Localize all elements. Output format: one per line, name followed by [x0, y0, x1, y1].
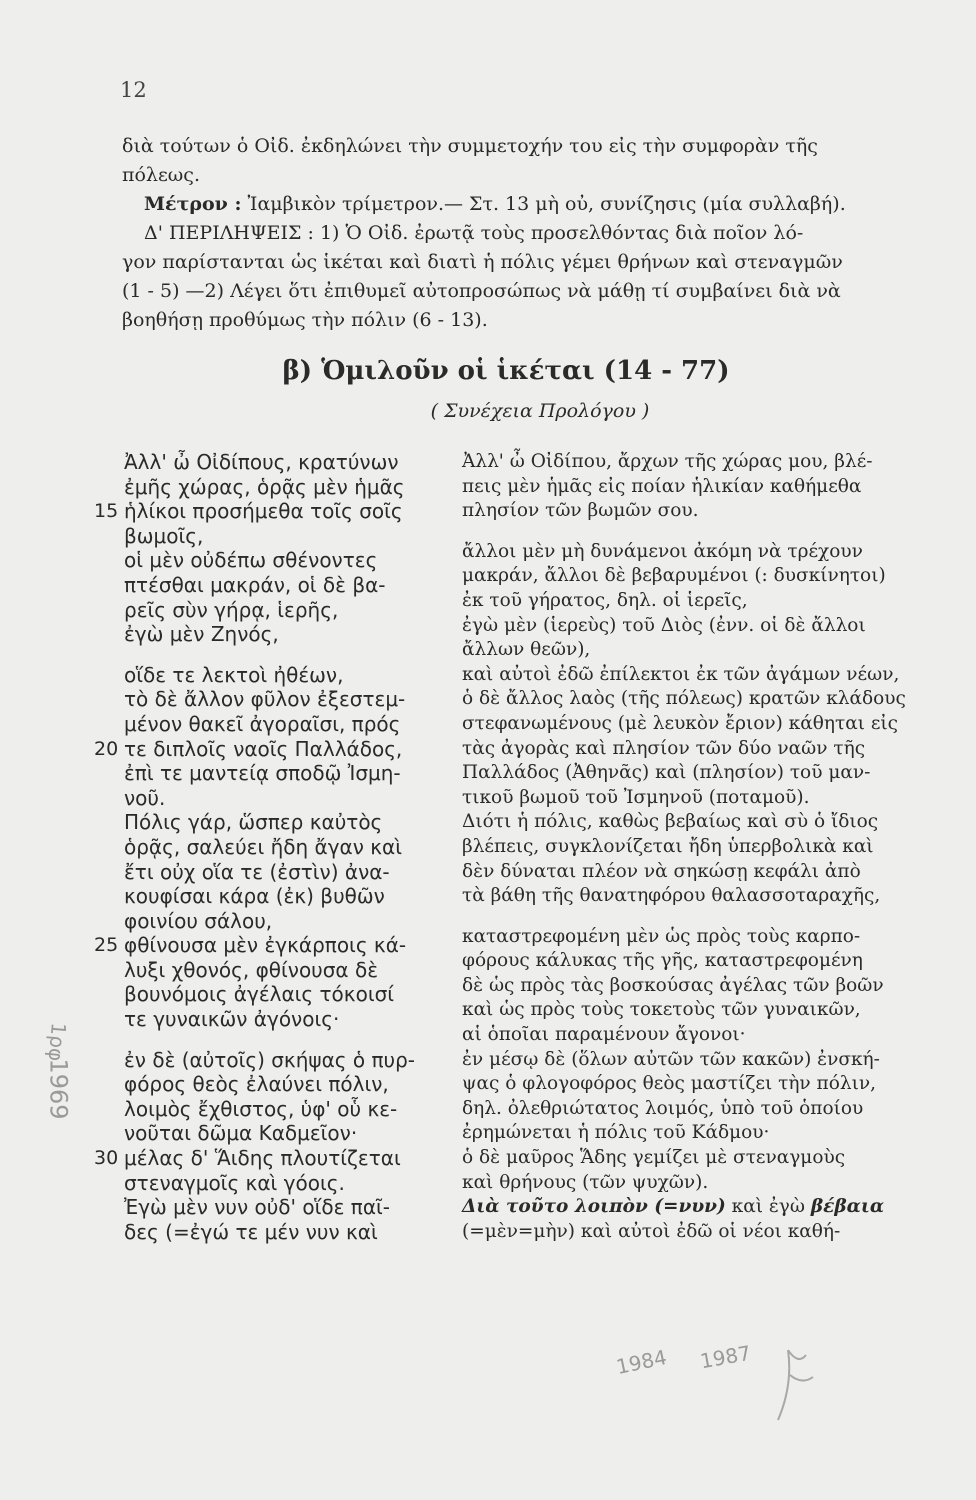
- verse-line: δες (=ἐγώ τε μέν νυν καὶ: [124, 1219, 378, 1244]
- modern-translation-column: [462, 450, 906, 1244]
- line-number: 25: [94, 934, 119, 957]
- pencil-note: 1984: [614, 1344, 669, 1380]
- verse-line: οἱ μὲν οὐδέπω σθένοντες: [124, 548, 378, 573]
- greek-original-column: [94, 450, 454, 1244]
- translation-line: ψας ὁ φλογοφόρος θεὸς μαστίζει τὴν πόλιν,: [462, 1073, 876, 1095]
- verse-text: ἡλίκοι προσήμεθα τοῖς σοῖς: [124, 499, 403, 524]
- section-heading: β) Ὁμιλοῦν οἱ ἱκέται (14 - 77): [282, 356, 730, 386]
- translation-line: φόρους κάλυκας τῆς γῆς, καταστρεφομένη: [462, 950, 863, 972]
- intro-line: βοηθήσῃ προθύμως τὴν πόλιν (6 - 13).: [122, 309, 488, 331]
- verse-line: πτέσθαι μακράν, οἱ δὲ βα-: [124, 572, 386, 597]
- verse-line: Ἀλλ' ὦ Οἰδίπους, κρατύνων: [124, 450, 399, 474]
- verse-line: [94, 1146, 454, 1171]
- translation-line: ἐν μέσῳ δὲ (ὅλων αὐτῶν τῶν κακῶν) ἐνσκή-: [462, 1048, 880, 1070]
- verse-line: νοῦται δῶμα Καδμεῖον·: [124, 1121, 358, 1146]
- translation-line: Παλλάδος (Ἀθηνᾶς) καὶ (πλησίον) τοῦ μαν-: [462, 762, 871, 784]
- verse-line: Ἐγὼ μὲν νυν οὐδ' οἵδε παῖ-: [124, 1195, 391, 1220]
- pencil-sketch: [768, 1335, 828, 1425]
- meter-text: Ἰαμβικὸν τρίμετρον.— Στ. 13 μὴ οὐ, συνίζησις (μία συλλαβή).: [241, 193, 846, 215]
- translation-line: ἄλλων θεῶν),: [462, 639, 591, 661]
- page-number: 12: [120, 78, 147, 102]
- translation-line: καὶ θρήνους (τῶν ψυχῶν).: [462, 1171, 709, 1193]
- verse-line: στεναγμοῖς καὶ γόοις.: [124, 1170, 345, 1195]
- gloss-text: (=μὲν=μὴν): [462, 1220, 575, 1242]
- verse-line: βωμοῖς,: [124, 523, 204, 548]
- summary-label: Δ' ΠΕΡΙΛΗΨΕΙΣ :: [144, 222, 314, 244]
- section-subheading: ( Συνέχεια Προλόγου ): [430, 400, 650, 422]
- pencil-note: 1987: [698, 1340, 753, 1374]
- translation-line: δηλ. ὀλεθριώτατος λοιμός, ὑπὸ τοῦ ὁποίου: [462, 1097, 864, 1119]
- verse-line: μένον θακεῖ ἀγοραῖσι, πρός: [124, 711, 401, 736]
- verse-line: ρεῖς σὺν γήρᾳ, ἱερῆς,: [124, 597, 339, 622]
- translation-line: ἐκ τοῦ γήρατος, δηλ. οἱ ἱερεῖς,: [462, 589, 748, 611]
- verse-text: μέλας δ' Ἅιδης πλουτίζεται: [124, 1146, 401, 1171]
- verse-line: ἐμῆς χώρας, ὁρᾷς μὲν ἡμᾶς: [124, 474, 405, 499]
- translation-line: τικοῦ βωμοῦ τοῦ Ἰσμηνοῦ (ποταμοῦ).: [462, 786, 810, 808]
- translation-line: μακράν, ἄλλοι δὲ βεβαρυμένοι (: δυσκίνητοι): [462, 565, 886, 587]
- verse-line: [94, 499, 454, 524]
- intro-line: (1 - 5) —2) Λέγει ὅτι ἐπιθυμεῖ αὐτοπροσώπως νὰ μάθῃ τί συμβαίνει διὰ νὰ: [122, 280, 841, 302]
- intro-commentary: [122, 132, 894, 335]
- intro-line: γον παρίστανται ὡς ἱκέται καὶ διατὶ ἡ πόλις γέμει θρήνων καὶ στεναγμῶν: [122, 251, 843, 273]
- translation-line: καὶ ὡς πρὸς τοὺς τοκετοὺς τῶν γυναικῶν,: [462, 999, 861, 1021]
- summary-line: [122, 219, 894, 248]
- line-number: 15: [94, 500, 119, 523]
- verse-line: βουνόμοις ἀγέλαις τόκοισί: [124, 982, 395, 1007]
- translation-line: βλέπεις, συγκλονίζεται ἤδη ὑπερβολικὰ καὶ: [462, 835, 874, 857]
- summary-text: 1) Ὁ Οἰδ. ἐρωτᾷ τοὺς προσελθόντας διὰ ποῖον λό-: [313, 222, 804, 244]
- translation-line: Ἀλλ' ὦ Οἰδίπου, ἄρχων τῆς χώρας μου, βλέ-: [462, 451, 873, 472]
- translation-line: ἐρημώνεται ἡ πόλις τοῦ Κάδμου·: [462, 1122, 770, 1144]
- verse-line: ὁρᾷς, σαλεύει ἤδη ἄγαν καὶ: [124, 834, 402, 859]
- verse-line: φοινίου σάλου,: [124, 908, 273, 933]
- translation-line: στεφανωμένους (μὲ λευκὸν ἔριον) κάθηται εἰς: [462, 712, 899, 734]
- verse-text: φθίνουσα μὲν ἐγκάρποις κά-: [124, 933, 407, 958]
- translation-line: δὲν δύναται πλέον νὰ σηκώσῃ κεφάλι ἀπὸ: [462, 860, 861, 882]
- verse-line: ἐπὶ τε μαντείᾳ σποδῷ Ἰσμη-: [124, 761, 401, 786]
- translation-line: ὁ δὲ μαῦρος Ἅδης γεμίζει μὲ στεναγμοὺς: [462, 1147, 846, 1169]
- translation-line: ὁ δὲ ἄλλος λαὸς (τῆς πόλεως) κρατῶν κλάδους: [462, 688, 906, 710]
- translation-line: πλησίον τῶν βωμῶν σου.: [462, 500, 699, 522]
- verse-line: [94, 736, 454, 762]
- verse-line: ἐν δὲ (αὐτοῖς) σκήψας ὁ πυρ-: [124, 1047, 415, 1072]
- verse-line: κουφίσαι κάρα (ἐκ) βυθῶν: [124, 884, 385, 909]
- stanza-gap: [124, 647, 454, 663]
- verse-line: Πόλις γάρ, ὥσπερ καὐτὸς: [124, 810, 383, 835]
- meter-label: Μέτρον :: [144, 193, 242, 215]
- translation-line: [462, 1195, 902, 1220]
- pencil-note: 1969: [44, 1058, 73, 1120]
- translation-line: τὰς ἀγορὰς καὶ πλησίον τῶν δύο ναῶν τῆς: [462, 737, 866, 759]
- translation-line: τὰ βάθη τῆς θανατηφόρου θαλασσοταραχῆς,: [462, 885, 881, 907]
- translation-line: καταστρεφομένη μὲν ὡς πρὸς τοὺς καρπο-: [462, 925, 861, 947]
- pencil-note: 1ρφ: [43, 1021, 71, 1063]
- verse-line: λυξι χθονός, φθίνουσα δὲ: [124, 957, 379, 982]
- verse-line: νοῦ.: [124, 785, 166, 810]
- plain-text: καὶ αὐτοὶ ἐδῶ οἱ νέοι καθή-: [575, 1220, 841, 1242]
- verse-line: φόρος θεὸς ἐλαύνει πόλιν,: [124, 1072, 389, 1097]
- translation-line: ἄλλοι μὲν μὴ δυνάμενοι ἀκόμη νὰ τρέχουν: [462, 540, 863, 562]
- line-number: 30: [94, 1147, 119, 1170]
- verse-line: [94, 933, 454, 958]
- translation-line: αἱ ὁποῖαι παραμένουν ἄγονοι·: [462, 1024, 746, 1046]
- translation-line: πεις μὲν ἡμᾶς εἰς ποίαν ἡλικίαν καθήμεθα: [462, 475, 862, 497]
- line-number: 20: [94, 737, 119, 760]
- translation-line: [462, 1220, 902, 1245]
- translation-line: ἐγὼ μὲν (ἱερεὺς) τοῦ Διὸς (ἐνν. οἱ δὲ ἄλλοι: [462, 614, 866, 636]
- verse-text: τε διπλοῖς ναοῖς Παλλάδος,: [124, 736, 403, 761]
- intro-line: διὰ τούτων ὁ Οἰδ. ἐκδηλώνει τὴν συμμετοχήν του εἰς τὴν συμφορὰν τῆς: [122, 135, 818, 157]
- paragraph-gap: [462, 524, 902, 540]
- emphasis-text: Διὰ τοῦτο λοιπὸν (=νυν): [462, 1196, 726, 1218]
- emphasis-text: βέβαια: [810, 1196, 885, 1218]
- translation-line: δὲ ὡς πρὸς τὰς βοσκούσας ἀγέλας τῶν βοῶν: [462, 974, 884, 996]
- verse-line: ἔτι οὐχ οἵα τε (ἐστὶν) ἀνα-: [124, 859, 390, 884]
- translation-line: καὶ αὐτοὶ ἐδῶ ἐπίλεκτοι ἐκ τῶν ἀγάμων νέων,: [462, 663, 900, 685]
- verse-line: λοιμὸς ἔχθιστος, ὑφ' οὗ κε-: [124, 1096, 398, 1121]
- plain-text: καὶ ἐγὼ: [725, 1196, 811, 1218]
- meter-line: [122, 190, 894, 219]
- verse-line: τε γυναικῶν ἀγόνοις·: [124, 1007, 340, 1032]
- verse-line: ἐγὼ μὲν Ζηνός,: [124, 622, 279, 647]
- intro-line: πόλεως.: [122, 164, 200, 186]
- verse-line: τὸ δὲ ἄλλον φῦλον ἐξεστεμ-: [124, 687, 406, 712]
- stanza-gap: [124, 1032, 454, 1048]
- verse-line: οἵδε τε λεκτοὶ ἠθέων,: [124, 662, 344, 687]
- paragraph-gap: [462, 909, 902, 925]
- translation-line: Διότι ἡ πόλις, καθὼς βεβαίως καὶ σὺ ὁ ἴδιος: [462, 811, 879, 833]
